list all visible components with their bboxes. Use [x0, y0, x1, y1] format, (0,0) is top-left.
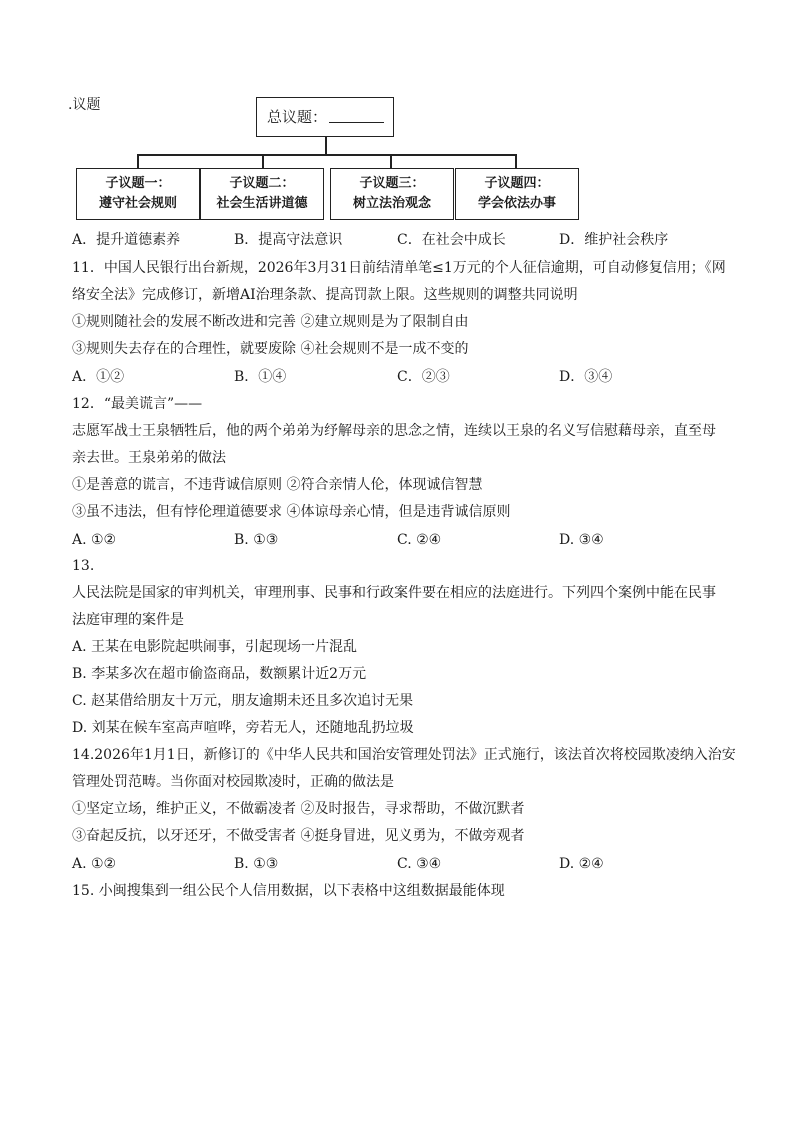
q14-item-line-2: ③奋起反抗，以牙还牙，不做受害者 ④挺身冒进，见义勇为，不做旁观者 — [72, 828, 525, 844]
sub-topic-title-2: 子议题二： — [229, 176, 295, 191]
sub-topic-box-2 — [200, 168, 324, 220]
q12-option-c[interactable]: C. ②④ — [397, 532, 442, 548]
q11-option-d[interactable]: D．③④ — [559, 369, 613, 385]
sub-topic-box-3 — [330, 168, 454, 220]
q14-option-d[interactable]: D. ②④ — [559, 856, 604, 872]
q11-option-b[interactable]: B．①④ — [234, 369, 287, 385]
q12-option-d[interactable]: D. ③④ — [559, 532, 604, 548]
diagram-label: .议题 — [68, 97, 101, 113]
q11-stem-line-2: 络安全法》完成修订，新增AI治理条款、提高罚款上限。这些规则的调整共同说明 — [72, 287, 578, 303]
sub-topic-box-1 — [76, 168, 200, 220]
q11-option-a[interactable]: A．①② — [72, 369, 125, 385]
q13-choice-d[interactable]: D. 刘某在候车室高声喧哗，旁若无人，还随地乱扔垃圾 — [72, 720, 414, 736]
q13-choice-a[interactable]: A. 王某在电影院起哄闹事，引起现场一片混乱 — [72, 639, 358, 655]
main-topic-box — [256, 97, 394, 137]
q10-option-b[interactable]: B．提高守法意识 — [234, 232, 343, 248]
q14-option-c[interactable]: C. ③④ — [397, 856, 442, 872]
q12-stem-line-1: 志愿军战士王泉牺牲后，他的两个弟弟为纾解母亲的思念之情，连续以王泉的名义写信慰藉母亲，直至母 — [72, 423, 716, 439]
connector-main — [325, 137, 327, 154]
q12-title: 12．“最美谎言”—— — [72, 396, 203, 412]
connector-sub-4 — [515, 154, 517, 168]
sub-topic-title-3: 子议题三： — [359, 176, 425, 191]
q11-stem-line-1: 11．中国人民银行出台新规，2026年3月31日前结清单笔≤1万元的个人征信逾期，可自动修复信用；《网 — [72, 260, 726, 276]
q14-option-a[interactable]: A. ①② — [72, 856, 117, 872]
q11-item-line-2: ③规则失去存在的合理性，就要废除 ④社会规则不是一成不变的 — [72, 341, 469, 357]
sub-topic-title-4: 子议题四： — [484, 176, 550, 191]
q14-option-b[interactable]: B. ①③ — [234, 856, 279, 872]
main-topic-text: 总议题： — [267, 108, 328, 126]
sub-topic-text-3: 树立法治观念 — [352, 196, 431, 211]
sub-topic-title-1: 子议题一： — [105, 176, 171, 191]
q13-choice-c[interactable]: C. 赵某借给朋友十万元，朋友逾期未还且多次追讨无果 — [72, 693, 414, 709]
q11-item-line-1: ①规则随社会的发展不断改进和完善 ②建立规则是为了限制自由 — [72, 314, 469, 330]
q12-option-b[interactable]: B. ①③ — [234, 532, 279, 548]
q12-option-a[interactable]: A. ①② — [72, 532, 117, 548]
q12-stem-line-2: 亲去世。王泉弟弟的做法 — [72, 450, 226, 466]
main-topic-blank — [329, 122, 384, 123]
q13-number: 13. — [72, 558, 95, 574]
q13-stem-line-2: 法庭审理的案件是 — [72, 612, 184, 628]
q12-item-line-2: ③虽不违法，但有悖伦理道德要求 ④体谅母亲心情，但是违背诚信原则 — [72, 504, 511, 520]
q13-choice-b[interactable]: B. 李某多次在超市偷盗商品，数额累计近2万元 — [72, 666, 367, 682]
q11-option-c[interactable]: C．②③ — [397, 369, 450, 385]
q13-stem-line-1: 人民法院是国家的审判机关，审理刑事、民事和行政案件要在相应的法庭进行。下列四个案例中能在民事 — [72, 585, 716, 601]
sub-topic-text-4: 学会依法办事 — [477, 196, 556, 211]
sub-topic-box-4 — [455, 168, 579, 220]
connector-horizontal — [137, 154, 516, 156]
connector-sub-3 — [390, 154, 392, 168]
q10-option-a[interactable]: A．提升道德素养 — [72, 232, 181, 248]
q14-stem-line-2: 管理处罚范畴。当你面对校园欺凌时，正确的做法是 — [72, 774, 394, 790]
q15-stem: 15. 小闽搜集到一组公民个人信用数据，以下表格中这组数据最能体现 — [72, 883, 505, 899]
connector-sub-1 — [137, 154, 139, 168]
sub-topic-text-1: 遵守社会规则 — [98, 196, 177, 211]
q10-option-d[interactable]: D．维护社会秩序 — [559, 232, 669, 248]
q14-item-line-1: ①坚定立场，维护正义，不做霸凌者 ②及时报告，寻求帮助，不做沉默者 — [72, 801, 525, 817]
sub-topic-text-2: 社会生活讲道德 — [216, 196, 308, 211]
connector-sub-2 — [262, 154, 264, 168]
q12-item-line-1: ①是善意的谎言，不违背诚信原则 ②符合亲情人伦，体现诚信智慧 — [72, 477, 483, 493]
q14-stem-line-1: 14.2026年1月1日，新修订的《中华人民共和国治安管理处罚法》正式施行，该法首次将校园欺凌纳入治安 — [72, 747, 736, 763]
q10-option-c[interactable]: C．在社会中成长 — [397, 232, 506, 248]
